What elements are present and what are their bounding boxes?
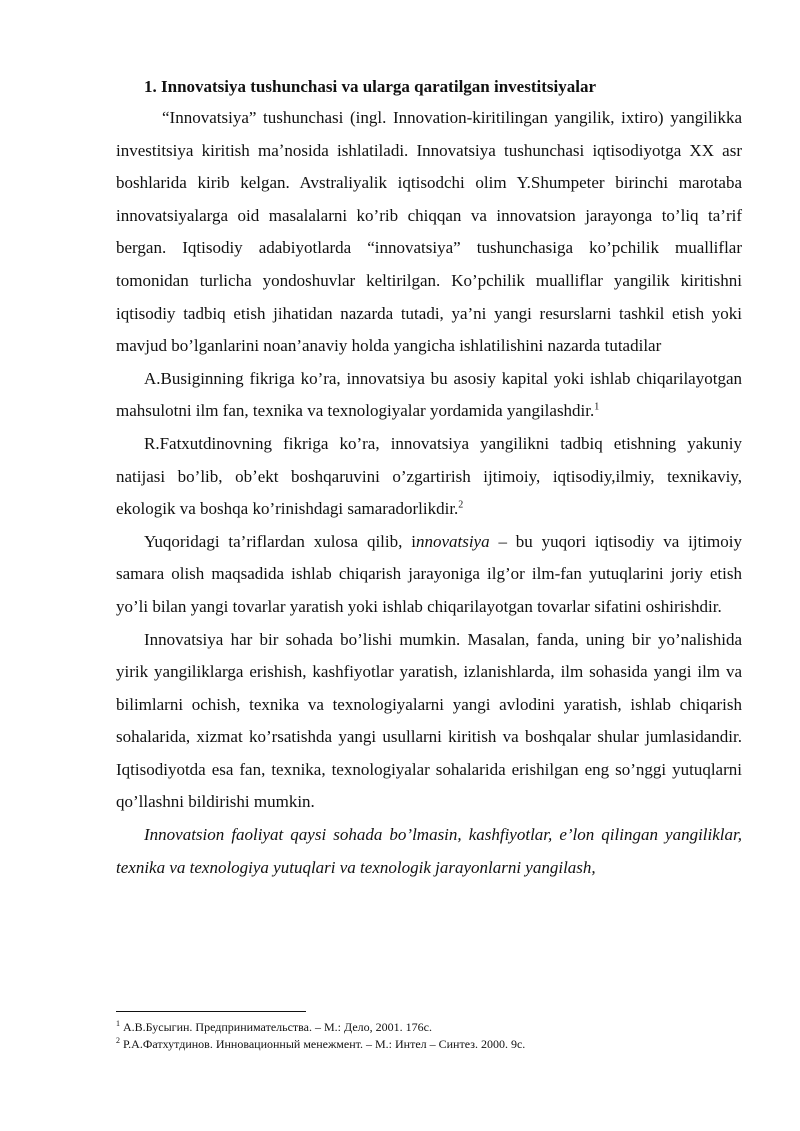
footnote-text: Р.А.Фатхутдинов. Инновационный менежмент. – М.: Интел – Синтез. 2000. 9с. — [120, 1037, 526, 1051]
section-heading: 1. Innovatsiya tushunchasi va ularga qaratilgan investitsiyalar — [144, 77, 596, 96]
footnote-mark: 1 — [116, 1019, 120, 1028]
footnote-separator — [116, 1011, 306, 1012]
footnote-reference-1[interactable]: 1 — [594, 401, 600, 413]
definition-rest: – bu yuqori iqtisodiy va ijtimoiy samara olish maqsadida ishlab chiqarish jarayoniga ilg’or ilm-fan yutuqlarini joriy etish yo’li bilan yangi tovarlar yaratish yoki ishlab chiqarilayotgan tovarlar sifatini oshirishdir. — [116, 531, 742, 616]
paragraph-fatxutdinov-definition — [116, 428, 742, 526]
footnote-text: А.В.Бусыгин. Предпринимательства. – М.: Дело, 2001. 176с. — [120, 1020, 432, 1034]
body-text — [116, 102, 742, 884]
paragraph-innovation-activity: Innovatsion faoliyat qaysi sohada bo’lmasin, kashfiyotlar, e’lon qilingan yangiliklar, texnika va texnologiya yutuqlari va texnologik jarayonlarni yangilash, — [116, 825, 742, 877]
footnote-mark: 2 — [116, 1036, 120, 1045]
definition-lead: Yuqoridagi ta’riflardan xulosa qilib, i — [144, 531, 416, 551]
paragraph-innovation-concept: “Innovatsiya” tushunchasi (ingl. Innovation-kiritilingan yangilik, ixtiro) yangilikka investitsiya kiritish maʼnosida ishlatiladi. Innovatsiya tushunchasi iqtisodiyotga XX asr boshlarida kirib kelgan. Avstraliyalik iqtisodchi olim Y.Shumpeter birinchi marotaba innovatsiyalarga oid masalalarni ko’rib chiqqan va innovatsion jarayonga to’liq ta’rif bergan. Iqtisodiy adabiyotlarda “innovatsiya” tushunchasiga ko’pchilik mualliflar tomonidan turlicha yondoshuvlar keltirilgan. Ko’pchilik mualliflar yangilik kiritishni iqtisodiy tadbiq etish jihatidan nazarda tutadi, ya’ni yangi resurslarni tashkil etish yoki mavjud bo’lganlarini noan’anaviy holda yangicha ishlatilishini nazarda tutadilar — [116, 108, 742, 356]
footnotes — [116, 1019, 742, 1053]
footnote-2 — [116, 1036, 742, 1053]
paragraph-busigin-definition — [116, 363, 742, 428]
definition-term: nnovatsiya — [415, 531, 490, 551]
paragraph-summary-definition — [116, 526, 742, 624]
footnote-1 — [116, 1019, 742, 1036]
footnote-reference-2[interactable]: 2 — [458, 499, 464, 511]
paragraph-text: R.Fatxutdinovning fikriga ko’ra, innovatsiya yangilikni tadbiq etishning yakuniy natijasi bo’lib, obʼekt boshqaruvini o’zgartirish ijtimoiy, iqtisodiy,ilmiy, texnikaviy, ekologik va boshqa ko’rinishdagi samaradorlikdir. — [116, 433, 742, 519]
paragraph-text: A.Busiginning fikriga ko’ra, innovatsiya bu asosiy kapital yoki ishlab chiqarilayotgan mahsulotni ilm fan, texnika va texnologiyalar yordamida yangilashdir. — [116, 368, 742, 421]
paragraph-innovation-fields: Innovatsiya har bir sohada bo’lishi mumkin. Masalan, fanda, uning bir yo’nalishida yirik yangiliklarga erishish, kashfiyotlar yaratish, izlanishlarda, ilm sohasida yangi ilm va bilimlarni ochish, texnika va texnologiyalarni yangi avlodini yaratish, ishlab chiqarish sohalarida, xizmat ko’rsatishda yangi usullarni kiritish va boshqalar shular jumlasidandir. Iqtisodiyotda esa fan, texnika, texnologiyalar sohalarida erishilgan eng so’nggi yutuqlarni qo’llashni bildirishi mumkin. — [116, 629, 742, 812]
